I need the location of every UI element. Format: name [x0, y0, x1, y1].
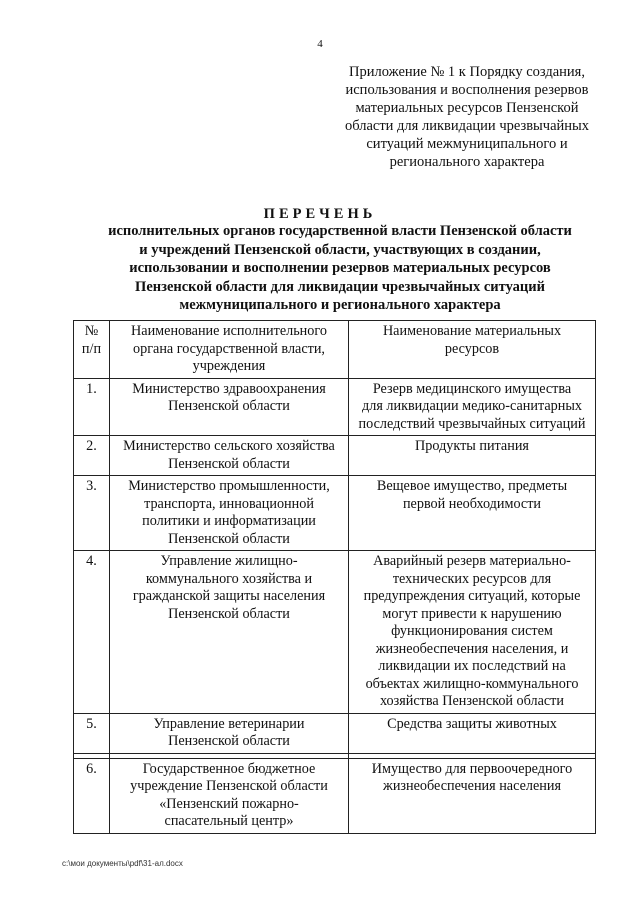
cell-line: Вещевое имущество, предметы — [376, 478, 568, 494]
page-number: 4 — [317, 38, 323, 50]
cell-line: «Пензенский пожарно- — [159, 795, 299, 812]
table-row — [74, 436, 596, 476]
header-res — [349, 321, 596, 379]
appendix-line: ситуаций межмуниципального и — [366, 136, 568, 152]
cell-line: ликвидации их последствий на — [378, 658, 566, 674]
cell-line: коммунального хозяйства и — [145, 570, 313, 587]
cell-line: Пензенской области — [168, 398, 290, 414]
cell-line: политики и информатизации — [142, 513, 316, 529]
cell-line: объектах жилищно-коммунального — [365, 675, 579, 692]
row-res — [349, 713, 596, 753]
cell-line: Имущество для первоочередного — [371, 760, 573, 777]
table-header-row — [74, 321, 596, 379]
cell-line: хозяйства Пензенской области — [380, 693, 564, 709]
header-org-line: органа государственной власти, — [133, 340, 325, 357]
cell-line: Пензенской области — [168, 455, 290, 472]
cell-line: 2. — [86, 438, 97, 454]
row-num — [74, 476, 110, 551]
cell-line: могут привести к нарушению — [382, 605, 562, 622]
appendix-line: регионального характера — [389, 154, 545, 170]
row-org — [110, 476, 349, 551]
cell-line: функционирования систем — [391, 623, 553, 639]
row-num — [74, 713, 110, 753]
cell-line: Пензенской области — [168, 530, 290, 547]
subtitle-line: и учреждений Пензенской области, участвующих в создании, — [139, 241, 541, 258]
header-org — [110, 321, 349, 379]
cell-line: последствий чрезвычайных ситуаций — [358, 415, 586, 432]
appendix-line: Приложение № 1 к Порядку создания, — [349, 64, 585, 80]
cell-line: Государственное бюджетное — [142, 760, 316, 777]
footer-file-path: c:\мои документы\pdf\31-ал.docx — [62, 859, 183, 868]
cell-line: 5. — [86, 715, 97, 732]
subtitle-line: использовании и восполнении резервов материальных ресурсов — [129, 260, 551, 277]
cell-line: Аварийный резерв материально- — [373, 553, 571, 569]
cell-line: Министерство здравоохранения — [132, 380, 326, 397]
cell-line: спасательный центр» — [164, 813, 294, 829]
cell-line: Продукты питания — [415, 438, 529, 454]
header-res-line: Наименование материальных — [382, 323, 562, 339]
document-title: ПЕРЕЧЕНЬ — [263, 206, 377, 222]
cell-line: Средства защиты животных — [387, 715, 557, 732]
row-num — [74, 378, 110, 436]
appendix-line: области для ликвидации чрезвычайных — [344, 118, 590, 134]
row-org — [110, 436, 349, 476]
cell-line: Пензенской области — [168, 605, 290, 622]
subtitle-line: межмуниципального и регионального характера — [179, 297, 501, 314]
row-num — [74, 758, 110, 833]
row-res — [349, 378, 596, 436]
appendix-note — [322, 63, 612, 171]
cell-line: Министерство сельского хозяйства — [123, 438, 335, 454]
cell-line: Пензенской области — [168, 733, 290, 749]
row-org — [110, 551, 349, 714]
table-row — [74, 476, 596, 551]
cell-line: Министерство промышленности, — [128, 478, 330, 494]
row-org — [110, 378, 349, 436]
header-num-line: № — [84, 323, 99, 339]
row-res — [349, 436, 596, 476]
cell-line: для ликвидации медико-санитарных — [362, 398, 582, 414]
document-subtitle — [40, 222, 640, 315]
cell-line: Резерв медицинского имущества — [372, 380, 572, 397]
appendix-line: использования и восполнения резервов — [345, 82, 589, 98]
cell-line: учреждение Пензенской области — [130, 778, 328, 794]
table-row — [74, 713, 596, 753]
cell-line: гражданской защиты населения — [132, 588, 326, 604]
cell-line: 3. — [86, 478, 97, 494]
row-res — [349, 551, 596, 714]
table-row — [74, 378, 596, 436]
cell-line: транспорта, инновационной — [144, 495, 314, 512]
header-org-line: Наименование исполнительного — [131, 323, 327, 339]
header-org-line: учреждения — [192, 358, 266, 374]
cell-line: жизнеобеспечения населения, и — [375, 640, 569, 657]
appendix-line: материальных ресурсов Пензенской — [355, 100, 579, 116]
header-num-line: п/п — [81, 340, 102, 357]
cell-line: 6. — [86, 760, 97, 777]
cell-line: 1. — [86, 380, 97, 397]
cell-line: первой необходимости — [402, 495, 542, 512]
row-org — [110, 713, 349, 753]
resources-table — [73, 320, 596, 834]
row-num — [74, 436, 110, 476]
header-num — [74, 321, 110, 379]
table-row — [74, 758, 596, 833]
cell-line: технических ресурсов для — [392, 570, 552, 587]
cell-line: жизнеобеспечения населения — [383, 778, 561, 794]
subtitle-line: Пензенской области для ликвидации чрезвычайных ситуаций — [135, 278, 545, 295]
subtitle-line: исполнительных органов государственной власти Пензенской области — [108, 223, 572, 239]
cell-line: предупреждения ситуаций, которые — [363, 588, 581, 604]
cell-line: Управление ветеринарии — [153, 715, 305, 732]
cell-line: Управление жилищно- — [160, 553, 298, 569]
row-res — [349, 758, 596, 833]
table-row — [74, 551, 596, 714]
header-res-line: ресурсов — [444, 340, 500, 357]
row-num — [74, 551, 110, 714]
row-res — [349, 476, 596, 551]
cell-line: 4. — [86, 553, 97, 569]
row-org — [110, 758, 349, 833]
